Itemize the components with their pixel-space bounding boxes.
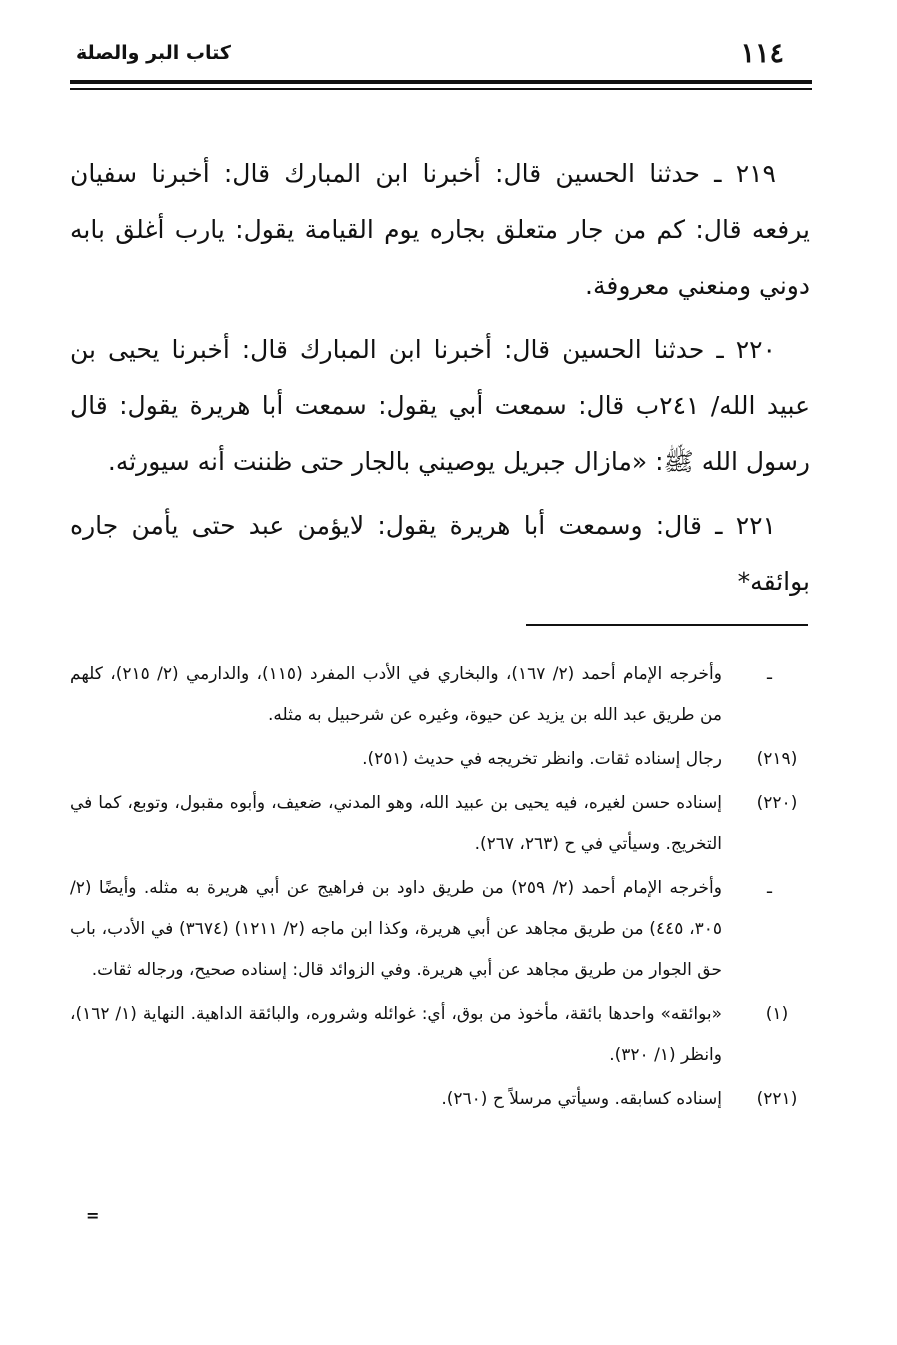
footnote bbox=[70, 1079, 812, 1120]
footnote-text: وأخرجه الإمام أحمد (٢/ ١٦٧)، والبخاري في الأدب المفرد (١١٥)، والدارمي (٢/ ٢١٥)، كلهم من طريق عبد الله بن يزيد عن حيوة، وغيره عن شرحبيل به مثله. bbox=[70, 664, 722, 725]
footnote bbox=[70, 868, 812, 991]
footnote-dash: ـ bbox=[767, 878, 772, 898]
footnote-text: «بوائقه» واحدها بائقة، مأخوذ من بوق، أي: غوائله وشروره، والبائقة الداهية. النهاية (١/ ١٦٢)، وانظر (١/ ٣٢٠). bbox=[70, 1004, 722, 1065]
footnote-separator bbox=[526, 624, 808, 626]
footnote bbox=[70, 654, 812, 736]
footnote-dash: ـ bbox=[767, 664, 772, 684]
footnote-text: إسناده حسن لغيره، فيه يحيى بن عبيد الله، وهو المدني، ضعيف، وأبوه مقبول، وتوبع، كما في التخريج. وسيأتي في ح (٢٦٣، ٢٦٧). bbox=[70, 793, 722, 854]
footnote bbox=[70, 994, 812, 1076]
page-number: ١١٤ bbox=[740, 38, 784, 69]
hadith-paragraph: ٢٢١ ـ قال: وسمعت أبا هريرة يقول: لايؤمن عبد حتى يأمن جاره بوائقه* bbox=[70, 511, 810, 596]
page-header bbox=[70, 36, 812, 76]
header-rule-thin bbox=[70, 88, 812, 90]
footnote-text: وأخرجه الإمام أحمد (٢/ ٢٥٩) من طريق داود بن فراهيج عن أبي هريرة به مثله. وأيضًا (٢/ ٣٠٥، ٤٤٥) من طريق مجاهد عن أبي هريرة، وكذا ابن ماجه (٢/ ١٢١١) (٣٦٧٤) في الأدب، باب حق الجوار من طريق مجاهد عن أبي هريرة. وفي الزوائد قال: إسناده صحيح، ورجاله ثقات. bbox=[70, 878, 722, 980]
footnote bbox=[70, 783, 812, 865]
footnotes bbox=[70, 654, 812, 1123]
running-title: كتاب البر والصلة bbox=[76, 42, 231, 64]
footnote bbox=[70, 739, 812, 780]
hadith-paragraph: ٢١٩ ـ حدثنا الحسين قال: أخبرنا ابن المبارك قال: أخبرنا سفيان يرفعه قال: كم من جار متعلق بجاره يوم القيامة يقول: يارب أغلق بابه دوني ومنعني معروفة. bbox=[70, 159, 810, 300]
hadith-paragraph: ٢٢٠ ـ حدثنا الحسين قال: أخبرنا ابن المبارك قال: أخبرنا يحيى بن عبيد الله/ ٢٤١ب قال: سمعت أبي يقول: سمعت أبا هريرة يقول: قال رسول الله ﷺ: «مازال جبريل يوصيني بالجار حتى ظننت أنه سيورثه. bbox=[70, 335, 811, 476]
footnote-number: (٢٢٠) bbox=[756, 793, 798, 813]
footnote-text: إسناده كسابقه. وسيأتي مرسلاً ح (٢٦٠). bbox=[441, 1089, 722, 1109]
end-mark: = bbox=[86, 1206, 100, 1225]
footnote-number: (٢٢١) bbox=[756, 1089, 798, 1109]
header-rule-thick bbox=[70, 80, 812, 84]
footnote-number: (١) bbox=[765, 1004, 789, 1024]
footnote-text: رجال إسناده ثقات. وانظر تخريجه في حديث (٢٥١). bbox=[362, 749, 722, 769]
footnote-number: (٢١٩) bbox=[756, 749, 798, 769]
main-text bbox=[70, 146, 810, 618]
